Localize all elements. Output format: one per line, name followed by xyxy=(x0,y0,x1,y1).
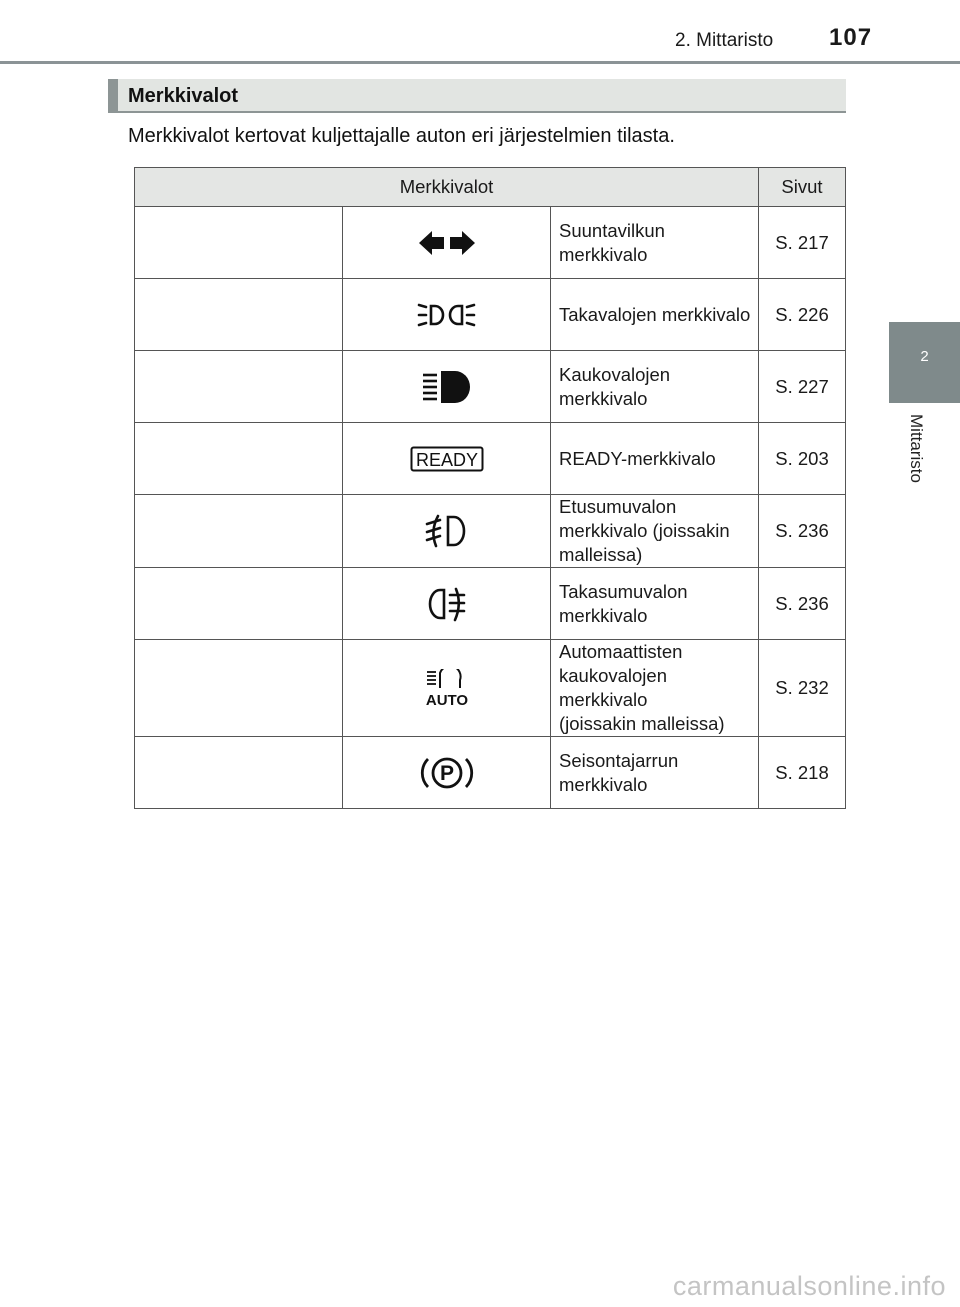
blank-cell xyxy=(135,351,343,423)
table-row xyxy=(135,568,846,640)
front-fog-light-icon xyxy=(343,495,551,568)
svg-text:AUTO: AUTO xyxy=(425,692,468,707)
chapter-side-tab xyxy=(889,322,960,403)
table-row xyxy=(135,279,846,351)
rear-fog-light-icon xyxy=(343,568,551,640)
high-beam-icon xyxy=(343,351,551,423)
light-name: Kaukovalojen merkkivalo xyxy=(551,351,759,423)
section-heading xyxy=(108,79,846,113)
blank-cell xyxy=(135,207,343,279)
blank-cell xyxy=(135,737,343,809)
light-name xyxy=(551,640,759,737)
light-name: Seisontajarrun merkkivalo xyxy=(551,737,759,809)
page-reference[interactable]: S. 227 xyxy=(759,351,846,423)
light-name: Etusumuvalon merkkivalo (joissakin malleissa) xyxy=(551,495,759,568)
page-reference[interactable]: S. 236 xyxy=(759,495,846,568)
light-name: Suuntavilkun merkkivalo xyxy=(551,207,759,279)
watermark: carmanualsonline.info xyxy=(672,1271,946,1301)
blank-cell xyxy=(135,568,343,640)
table-header-row xyxy=(135,168,846,207)
page-reference[interactable]: S. 226 xyxy=(759,279,846,351)
table-row xyxy=(135,737,846,809)
ready-icon xyxy=(343,423,551,495)
light-name: Takasumuvalon merkkivalo xyxy=(551,568,759,640)
page-reference[interactable]: S. 217 xyxy=(759,207,846,279)
auto-high-beam-icon xyxy=(343,640,551,737)
indicator-lights-table xyxy=(134,167,846,809)
blank-cell xyxy=(135,279,343,351)
header-rule xyxy=(0,61,960,64)
table-row xyxy=(135,423,846,495)
page-reference[interactable]: S. 236 xyxy=(759,568,846,640)
section-heading-text: Merkkivalot xyxy=(128,85,239,107)
table-row xyxy=(135,640,846,737)
side-tab-label: Mittaristo xyxy=(907,414,926,483)
blank-cell xyxy=(135,423,343,495)
blank-cell xyxy=(135,495,343,568)
chapter-title: 2. Mittaristo xyxy=(675,30,774,51)
page-reference[interactable]: S. 218 xyxy=(759,737,846,809)
header-pages: Sivut xyxy=(759,168,846,207)
intro-text: Merkkivalot kertovat kuljettajalle auton eri järjestelmien tilasta. xyxy=(128,125,675,147)
light-name: Takavalojen merkkivalo xyxy=(551,279,759,351)
svg-text:P: P xyxy=(439,761,454,785)
side-tab-number: 2 xyxy=(920,348,929,365)
header-lights: Merkkivalot xyxy=(135,168,759,207)
light-name-line1: Automaattisten kaukovalojen merkkivalo xyxy=(559,641,683,710)
table-row xyxy=(135,351,846,423)
turn-signal-icon xyxy=(343,207,551,279)
light-name-line2: (joissakin malleissa) xyxy=(559,713,725,734)
blank-cell xyxy=(135,640,343,737)
parking-brake-icon xyxy=(343,737,551,809)
light-name: READY-merkkivalo xyxy=(551,423,759,495)
page-number: 107 xyxy=(829,24,873,51)
tail-light-icon xyxy=(343,279,551,351)
table-row xyxy=(135,495,846,568)
svg-text:READY: READY xyxy=(415,449,478,470)
table-row xyxy=(135,207,846,279)
page-reference[interactable]: S. 232 xyxy=(759,640,846,737)
page-reference[interactable]: S. 203 xyxy=(759,423,846,495)
